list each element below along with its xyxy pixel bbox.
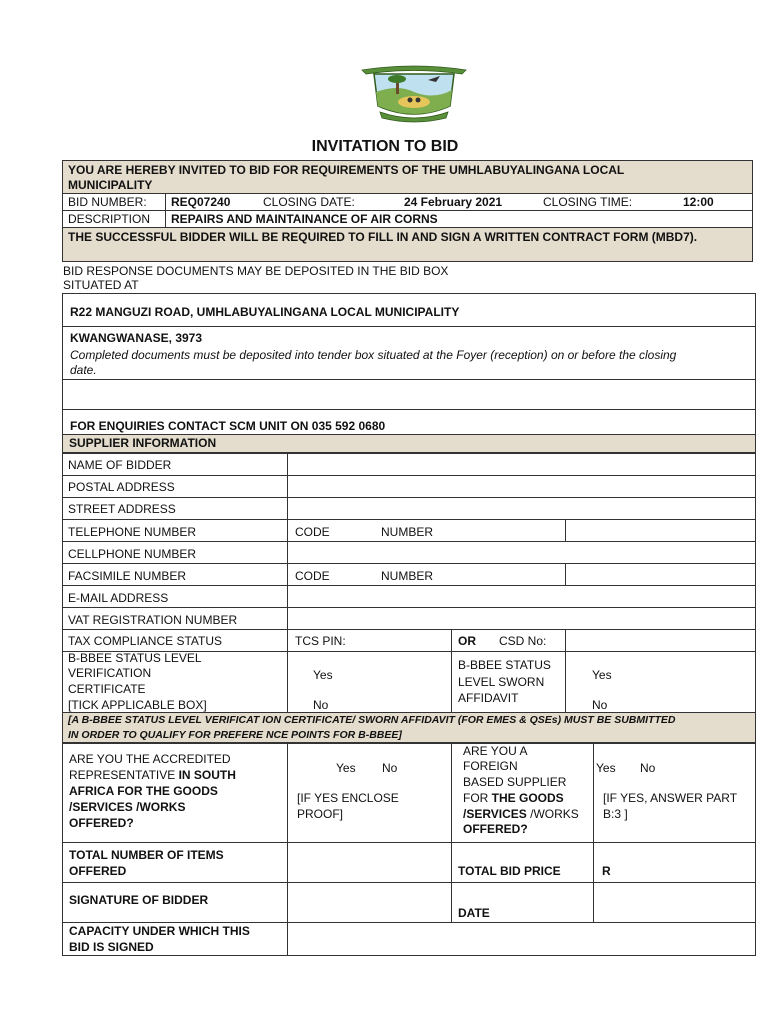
- total-items-line-1: TOTAL NUMBER OF ITEMS: [69, 848, 224, 862]
- foreign-line-6: OFFERED?: [463, 822, 528, 836]
- bbbee-aff-line-3: AFFIDAVIT: [458, 691, 519, 705]
- postal-address-label: POSTAL ADDRESS: [68, 480, 175, 494]
- bid-number: REQ07240: [171, 195, 231, 209]
- total-bid-price-label: TOTAL BID PRICE: [458, 864, 561, 878]
- foreign-yes[interactable]: Yes: [596, 761, 616, 775]
- cellphone-label: CELLPHONE NUMBER: [68, 547, 197, 561]
- bbbee-note-2: IN ORDER TO QUALIFY FOR PREFERE NCE POINTS FOR B-BBEE]: [68, 729, 402, 741]
- deposit-note-1: Completed documents must be deposited into tender box situated at the Foyer (reception) on or before the closing: [70, 348, 677, 362]
- telephone-number-label: NUMBER: [381, 525, 434, 539]
- closing-date: 24 February 2021: [404, 195, 503, 209]
- if-yes-answer-2: B:3 ]: [603, 807, 628, 821]
- description-label: DESCRIPTION: [68, 212, 151, 226]
- bbbee-aff-line-2: LEVEL SWORN: [458, 675, 545, 689]
- closing-time-label: CLOSING TIME:: [543, 195, 633, 209]
- bbbee-note-1: [A B-BBEE STATUS LEVEL VERIFICAT ION CERTIFICATE/ SWORN AFFIDAVIT (FOR EMES & QSEs) MUST BE SUBMITTED: [68, 714, 676, 726]
- municipal-crest-icon: [358, 62, 470, 124]
- accredited-line-2: REPRESENTATIVE IN SOUTH: [69, 768, 236, 782]
- capacity-line-1: CAPACITY UNDER WHICH THIS: [69, 924, 250, 938]
- foreign-line-4: FOR THE GOODS: [463, 791, 564, 805]
- deposit-line-2: SITUATED AT: [63, 278, 139, 292]
- invite-line-1: YOU ARE HEREBY INVITED TO BID FOR REQUIREMENTS OF THE UMHLABUYALINGANA LOCAL: [68, 163, 625, 177]
- fax-code-label: CODE: [295, 569, 330, 583]
- description-value: REPAIRS AND MAINTAINANCE OF AIR CORNS: [171, 212, 438, 226]
- accredited-yes[interactable]: Yes: [336, 761, 356, 775]
- tcs-pin-label: TCS PIN:: [295, 634, 346, 648]
- foreign-line-2: FOREIGN: [463, 759, 518, 773]
- closing-date-label: CLOSING DATE:: [263, 195, 355, 209]
- telephone-code-label: CODE: [295, 525, 330, 539]
- currency-r: R: [602, 864, 611, 878]
- accredited-line-4: /SERVICES /WORKS: [69, 800, 186, 814]
- date-label: DATE: [458, 906, 490, 920]
- deposit-note-2: date.: [70, 363, 97, 377]
- vat-label: VAT REGISTRATION NUMBER: [68, 613, 238, 627]
- address-line-2: KWANGWANASE, 3973: [70, 331, 203, 345]
- tax-status-label: TAX COMPLIANCE STATUS: [68, 634, 223, 648]
- accredited-line-5: OFFERED?: [69, 816, 134, 830]
- name-of-bidder-label: NAME OF BIDDER: [68, 458, 172, 472]
- signature-label: SIGNATURE OF BIDDER: [69, 893, 209, 907]
- supplier-section-title: SUPPLIER INFORMATION: [69, 436, 217, 450]
- accredited-no[interactable]: No: [382, 761, 398, 775]
- if-yes-answer-1: [IF YES, ANSWER PART: [603, 791, 738, 805]
- bbbee-aff-yes[interactable]: Yes: [592, 668, 612, 682]
- enquiries-text: FOR ENQUIRIES CONTACT SCM UNIT ON 035 592 0680: [70, 419, 386, 433]
- accredited-line-1: ARE YOU THE ACCREDITED: [69, 752, 231, 766]
- capacity-line-2: BID IS SIGNED: [69, 940, 154, 954]
- street-address-label: STREET ADDRESS: [68, 502, 176, 516]
- email-label: E-MAIL ADDRESS: [68, 591, 169, 605]
- csd-no-label: CSD No:: [499, 634, 547, 648]
- foreign-line-1: ARE YOU A: [463, 744, 528, 758]
- fax-number-label: NUMBER: [381, 569, 434, 583]
- bbbee-cert-line-1: B-BBEE STATUS LEVEL: [68, 651, 202, 665]
- invite-line-2: MUNICIPALITY: [68, 178, 153, 192]
- bid-number-label: BID NUMBER:: [68, 195, 147, 209]
- bbbee-aff-no[interactable]: No: [592, 698, 608, 712]
- contract-note: THE SUCCESSFUL BIDDER WILL BE REQUIRED TO FILL IN AND SIGN A WRITTEN CONTRACT FORM (MBD7).: [68, 230, 698, 244]
- or-label: OR: [458, 634, 476, 648]
- if-yes-enclose-2: PROOF]: [297, 807, 344, 821]
- address-line-1: R22 MANGUZI ROAD, UMHLABUYALINGANA LOCAL MUNICIPALITY: [70, 305, 460, 319]
- deposit-line-1: BID RESPONSE DOCUMENTS MAY BE DEPOSITED IN THE BID BOX: [63, 264, 449, 278]
- foreign-no[interactable]: No: [640, 761, 656, 775]
- foreign-line-3: BASED SUPPLIER: [463, 775, 567, 789]
- accredited-line-3: AFRICA FOR THE GOODS: [69, 784, 218, 798]
- facsimile-label: FACSIMILE NUMBER: [68, 569, 187, 583]
- bbbee-cert-line-4: [TICK APPLICABLE BOX]: [68, 698, 207, 712]
- if-yes-enclose-1: [IF YES ENCLOSE: [297, 791, 399, 805]
- foreign-line-5: /SERVICES /WORKS: [463, 807, 579, 821]
- bbbee-cert-line-3: CERTIFICATE: [68, 682, 146, 696]
- bbbee-cert-line-2: VERIFICATION: [68, 666, 152, 680]
- total-items-line-2: OFFERED: [69, 864, 127, 878]
- bbbee-aff-line-1: B-BBEE STATUS: [458, 658, 551, 672]
- telephone-label: TELEPHONE NUMBER: [68, 525, 197, 539]
- bbbee-cert-yes[interactable]: Yes: [313, 668, 333, 682]
- closing-time: 12:00: [683, 195, 714, 209]
- bbbee-cert-no[interactable]: No: [313, 698, 329, 712]
- page-title: INVITATION TO BID: [311, 138, 459, 155]
